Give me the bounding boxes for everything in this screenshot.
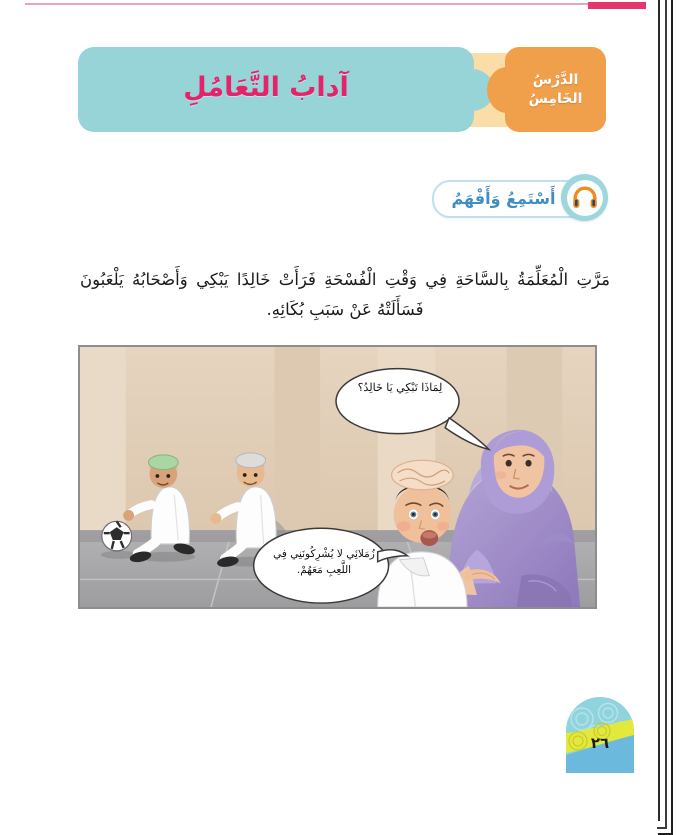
lesson-header-banner — [78, 47, 606, 132]
lesson-paragraph: مَرَّتِ الْمُعَلِّمَةُ بِالسَّاحَةِ فِي وَقْتِ الْفُسْحَةِ فَرَأَتْ خَالِدًا يَبْكِي وَأَصْحَابُهُ يَلْعَبُونَ فَسَأَلَتْهُ عَنْ سَبَبِ بُكَائِهِ. — [80, 269, 610, 320]
page-edge-bottom-2 — [657, 827, 667, 829]
lesson-number-badge — [505, 47, 606, 132]
boy-speech-line-2: اللَّعِبِ مَعَهُمْ. — [296, 563, 352, 576]
banner-orange-knot — [487, 67, 527, 113]
top-rule-accent — [588, 2, 646, 9]
lesson-badge-line-1: الدَّرْسُ — [532, 72, 579, 89]
banner-title-plate — [78, 47, 474, 132]
activity-label: أَسْتَمِعُ وَأَفْهَمُ — [451, 188, 556, 208]
page-edge-line-2 — [665, 0, 667, 827]
boy-speech-line-1: زُمَلائِي لا يُشْرِكُونَنِي فِي — [273, 548, 375, 560]
page-number: ٢٦ — [590, 734, 610, 752]
lesson-badge-line-2: الخَامِسُ — [528, 90, 583, 107]
page-title: آدابُ التَّعَامُلِ — [183, 72, 349, 103]
page-edge-line-3 — [671, 0, 673, 833]
headphones-icon — [561, 174, 608, 221]
activity-header — [0, 174, 688, 230]
top-rule-line — [25, 3, 646, 5]
headphones-icon-disc — [567, 180, 603, 216]
page-number-badge — [566, 697, 634, 773]
page-edge-line-1 — [658, 0, 660, 821]
lesson-illustration — [78, 345, 597, 609]
teacher-speech-bubble-text: لِمَاذَا تَبْكِي يَا خَالِدُ؟ — [357, 381, 443, 394]
boy-speech-bubble — [256, 547, 392, 579]
